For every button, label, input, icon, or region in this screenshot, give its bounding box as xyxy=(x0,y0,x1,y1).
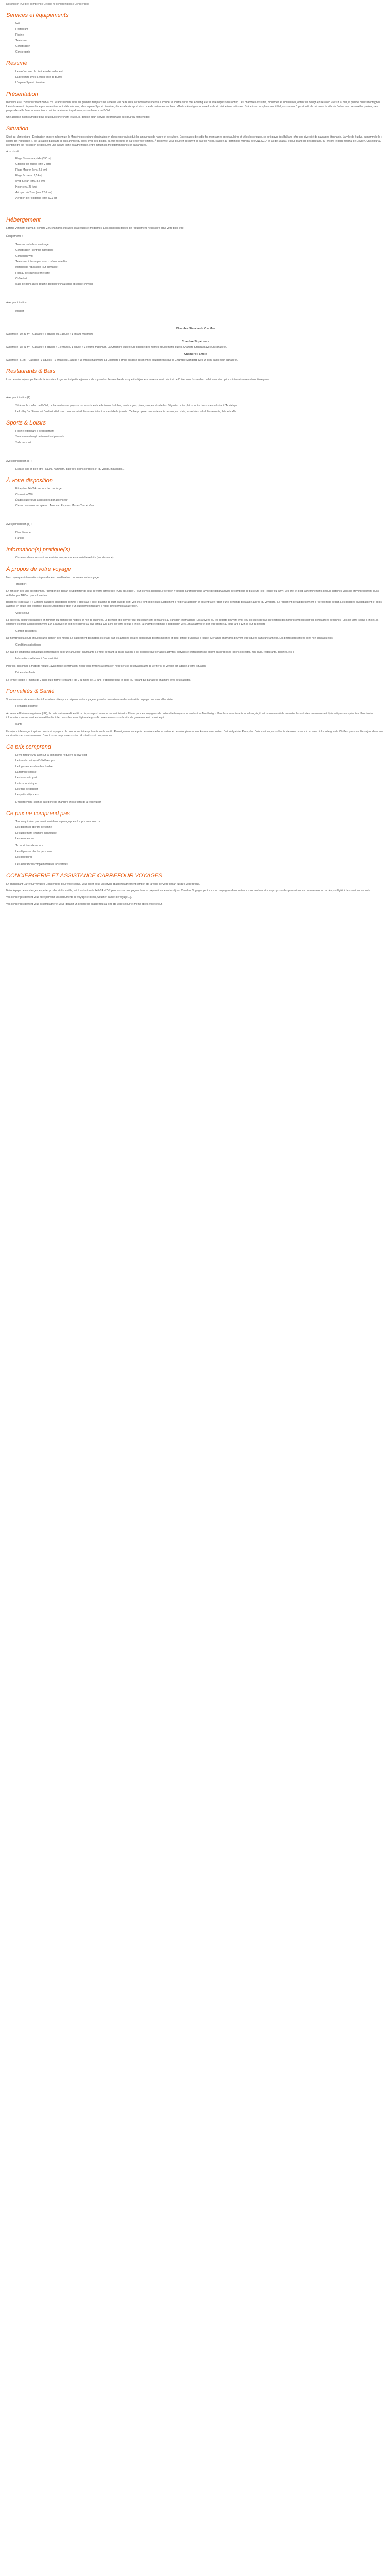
sejour-label: • Votre séjour xyxy=(15,611,385,615)
avec-participation-lead: Avec participation (€) : xyxy=(6,460,32,463)
list-item: • Le transfert aéroport/hôtel/aéroport xyxy=(15,759,385,763)
list-item: • Étages supérieurs accessibles par ascenseur xyxy=(15,498,385,502)
list-item: • Piscine extérieure à débordement xyxy=(15,429,385,433)
list-item: • Sveti Stefan (env. 8,4 km) xyxy=(15,179,385,183)
list-item: • Connexion Wifi xyxy=(15,254,385,258)
hebergement-title: Hébergement xyxy=(6,217,41,223)
conciergerie-paragraph: Vos concierges devront vous faire parvenir vos documents de voyage (e-billets, voucher, carnet de voyage...). xyxy=(6,896,132,899)
conditions-text: En cas de conditions climatiques défavorables ou d'une affluence insuffisante à l'hôtel pendant la basse saison, il est possible que certaines activités, services et installations ne soient pas proposés (sports collectifs, mini-club, restaurants, piscines, etc.). xyxy=(6,651,295,654)
conditions-label: • Conditions spécifiques xyxy=(15,643,385,647)
avec-participation-lead: Avec participation : xyxy=(6,301,28,304)
formalites-label: • Formalités d'entrée xyxy=(15,704,385,708)
list-item: • Coffre-fort xyxy=(15,277,385,281)
list-item: • Conciergerie xyxy=(15,50,385,54)
list-item: • Aéroport de Podgorica (env. 62,3 km) xyxy=(15,196,385,200)
list-item: • Les dépenses d'ordre personnel xyxy=(15,825,385,829)
confort-text: De nombreux facteurs influent sur le confort des hôtels. Le classement des hôtels est établi par les autorités locales selon leurs propres normes et peut différer d'un pays à l'autre. Certaines chambres peuvent être situées dans une annexe. Les photos présentées sont non contractuelles. xyxy=(6,637,334,640)
list-item: • L'espace Spa et bien-être xyxy=(15,81,385,85)
hebergement-intro: L'Hôtel Vertmont Budva 5* compte 226 chambres et suites spacieuses et modernes. Elles disposent toutes de l'équipement nécessaire pour votre bien-être. xyxy=(6,227,184,230)
list-item: • Les assurances xyxy=(15,837,385,841)
list-item: • Connexion Wifi xyxy=(15,493,385,497)
bagages-text: Bagages « spéciaux » : Certains bagages considérés comme « spéciaux » (ex : planche de surf, club de golf, vélo etc.) font l'objet d'un supplément à régler à l'aéroport et doivent faire l'objet d'une demande préalable auprès du voyagiste. Le règlement se fait directement à l'aéroport de départ. Les bagages qui dépassent le poids autorisé en soute (par exemple, plus de 23kg) font l'objet d'un supplément tarifaire à régler directement à l'aéroport. xyxy=(6,601,382,608)
conciergerie-title: CONCIERGERIE ET ASSISTANCE CARREFOUR VOYAGES xyxy=(6,873,162,879)
list-item: • Situé sur le rooftop de l'hôtel, ce bar-restaurant propose un assortiment de boissons fraîches, hamburgers, pâtes, soupes et salades. Dégustez votre plat ou votre boisson en admirant l'Adriatique. xyxy=(15,404,385,408)
list-item: • Télévision à écran plat avec chaînes satellite xyxy=(15,260,385,264)
list-item: • Restaurant xyxy=(15,27,385,31)
list-item: • Parking xyxy=(15,536,385,540)
disposition-avec-list xyxy=(6,531,385,540)
situation-list xyxy=(6,157,385,200)
services-list xyxy=(6,22,385,54)
room-desc: Superficie : 51 m² - Capacité : 3 adultes + 1 enfant ou 1 adulte + 3 enfants maximum. La Chambre Famille dispose des mêmes équipements que la Chambre Standard avec un coin salon et un canapé-lit. xyxy=(6,359,238,362)
restaurants-list xyxy=(6,404,385,414)
restaurants-intro: Lors de votre séjour, profitez de la formule « Logement et petit-déjeuner » Vous prendrez l'ensemble de vos petits-déjeuners au restaurant principal de l'hôtel sous forme d'un buffet avec des options internationales et monténégrines. xyxy=(6,378,270,381)
list-item: • Climatisation xyxy=(15,44,385,48)
list-item: • Salle de bains avec douche, peignoirs/chaussons et sèche-cheveux xyxy=(15,282,385,286)
list-item: • Plage Slovenska plaža (350 m) xyxy=(15,157,385,161)
sports-list xyxy=(6,429,385,445)
list-item: • Cartes bancaires acceptées : American Express, MasterCard et Visa xyxy=(15,504,385,508)
apropos-list xyxy=(6,657,385,661)
equipements-list xyxy=(6,243,385,286)
prix-ne-comprend-last-list xyxy=(6,862,385,867)
sports-avec-list xyxy=(6,467,385,471)
room-name: Chambre Supérieure xyxy=(181,340,210,343)
list-item: • Les assurances complémentaires facultatives xyxy=(15,862,385,867)
prix-comprend-note-list xyxy=(6,800,385,804)
list-item: • Citadelle de Budva (env. 2 km) xyxy=(15,162,385,166)
list-item: • Le logement en chambre double xyxy=(15,765,385,769)
list-item: • Le Lobby Bar Sirene est l'endroit idéal pour boire un rafraîchissement à tout moment de la journée. Ce bar propose une vaste carte de vins, cocktails, smoothies, rafraîchissements, thés et cafés. xyxy=(15,410,385,414)
avec-participation-list xyxy=(6,309,385,313)
apropos-list xyxy=(6,611,385,615)
formalites-text: Vous trouverez ci-dessous les informations utiles pour préparer votre voyage et prendre connaissance des actualités du pays que vous allez visiter. xyxy=(6,698,174,701)
formalites-title: Formalités & Santé xyxy=(6,688,55,694)
list-item: • Les petits déjeuners xyxy=(15,793,385,797)
conciergerie-paragraph: En choisissant Carrefour Voyages Conciergerie pour votre séjour, vous optez pour un service d'accompagnement complet de la veille de votre départ jusqu'à votre retour. xyxy=(6,883,200,886)
formalites-entree-text: Au sein de l'Union européenne (UE), la carte nationale d'identité ou le passeport en cours de validité est suffisant pour les voyageurs de nationalité française se rendant au Monténégro. Pour les ressortissants non français, il est recommandé de consulter les autorités consulaires et diplomatiques compétentes. Pour toutes informations concernant les formalités d'entrée, consultez www.diplomatie.gouv.fr ou rendez-vous sur le site du gouvernement monténégrin. xyxy=(6,712,373,719)
sante-text: Un séjour à l'étranger implique pour tout voyageur de prendre certaines précautions de santé. Renseignez-vous auprès de votre médecin traitant et de votre pharmacien. Aucune vaccination n'est obligatoire. Pour plus d'informations, consultez le site www.pasteur.fr ou www.diplomatie.gouv.fr. Vérifiez que vous êtes à jour dans vos vaccinations et munissez-vous d'une trousse de premiers soins. Nos tarifs sont par personne. xyxy=(6,730,383,737)
disposition-list xyxy=(6,487,385,508)
list-item: • Le vol retour et/ou aller sur la compagnie régulière ou low-cost xyxy=(15,753,385,757)
list-item: • Les dépenses d'ordre personnel xyxy=(15,850,385,854)
confort-label: • Confort des hôtels xyxy=(15,629,385,633)
prix-ne-comprend-sub-list xyxy=(6,844,385,859)
apropos-list xyxy=(6,722,385,726)
sante-label: • Santé xyxy=(15,722,385,726)
transport-label: • Transport xyxy=(15,582,385,586)
apropos-list xyxy=(6,629,385,633)
list-item: • Matériel de repassage (sur demande) xyxy=(15,265,385,269)
list-item: • Le supplément chambre individuelle xyxy=(15,831,385,835)
disposition-title: À votre disposition xyxy=(6,478,53,484)
list-item: • Les taxes aéroport xyxy=(15,776,385,780)
situation-title: Situation xyxy=(6,126,28,132)
list-item: • Plage Jaz (env. 6,5 km) xyxy=(15,174,385,178)
transport-text: En fonction des vols sélectionnés, l'aéroport de départ peut différer de celui de votre arrivée (ex : Orly et Roissy). Pour les vols spéciaux, l'aéroport n'est pas garanti lorsque la ville de départ/arrivée se compose de plusieurs (ex : Roissy ou Orly). Les pré- et post- acheminements depuis certaines villes de province peuvent aussi réfléchir par TGV ou par vol intérieur. xyxy=(6,590,380,597)
list-item: • Aéroport de Tivat (env. 22,6 km) xyxy=(15,191,385,195)
list-item: • Réception 24h/24 - service de concierge xyxy=(15,487,385,491)
presentation-paragraph: Une adresse incontournable pour ceux qui recherchent le luxe, la détente et un service irréprochable au cœur du Monténégro. xyxy=(6,116,151,119)
list-item: • Plateau de courtoisie thé/café xyxy=(15,271,385,275)
list-item: • Terrasse ou balcon aménagé xyxy=(15,243,385,247)
room-desc: Superficie : 30-33 m² - Capacité : 2 adultes ou 1 adulte + 1 enfant maximum xyxy=(6,333,93,336)
list-item: • Les pourboires xyxy=(15,855,385,859)
conciergerie-paragraph: Notre équipe de concierges, experte, proche et disponible, est à votre écoute 24h/24 et 7j/7 pour vous accompagner dans la préparation de votre séjour. Carrefour Voyages peut vous accompagner dans toutes vos recherches et vous proposer des prestations sur mesure avec un accès privilégié à des services exclusifs. xyxy=(6,889,371,892)
presentation-paragraph: Bienvenue au l'Hotel Vertmont Budva 5*! L'établissement situé au pied des remparts de la vieille ville de Budva, cet hôtel offre une vue à couper le souffle sur la mer Adriatique et la ville depuis son rooftop. Les chambres et suites, modernes et lumineuses, offrent un design épuré avec vue sur la mer, la piscine ou les montagnes. L'établissement dispose d'une piscine extérieure à débordement, d'un espace Spa et bien-être, d'une salle de sport, ainsi que de restaurants et bars raffinés mêlant gastronomie locale et cuisine internationale. Grâce à son emplacement idéal, vous aurez l'opportunité de découvrir la ville de Budva avec ses ruelles pavées, ses plages de sable fin et son ambiance méditerranéenne, à quelques pas seulement de l'hôtel. xyxy=(6,101,381,112)
apropos-list xyxy=(6,643,385,647)
list-item: • Plage Mogren (env. 2,5 km) xyxy=(15,168,385,172)
presentation-title: Présentation xyxy=(6,91,38,97)
prix-comprend-list xyxy=(6,753,385,797)
list-item: • La taxe touristique xyxy=(15,782,385,786)
list-item: • Espace Spa et bien-être : sauna, hammam, bain turc, soins corporels et du visage, massages... xyxy=(15,467,385,471)
resume-list xyxy=(6,70,385,85)
list-item: • Certaines chambres sont accessibles aux personnes à mobilité réduite (sur demande). xyxy=(15,556,385,560)
accessibilite-text: Pour les personnes à mobilité réduite, avant toute confirmation, nous vous invitons à contacter notre service réservation afin de vérifier si le voyage est adapté à votre situation. xyxy=(6,665,207,668)
accessibilite-label: • Informations relatives à l'accessibilité xyxy=(15,657,385,661)
infos-list xyxy=(6,556,385,560)
avec-participation-lead: Avec participation (€) : xyxy=(6,523,32,526)
breadcrumb: Description | Ce prix comprend | Ce prix ne comprend pas | Conciergerie xyxy=(6,3,89,6)
list-item: • Kotor (env. 23 km) xyxy=(15,185,385,189)
sports-title: Sports & Loisirs xyxy=(6,420,46,426)
services-title: Services et équipements xyxy=(6,12,69,19)
apropos-list xyxy=(6,704,385,708)
list-item: • La proximité avec la vieille ville de Budva xyxy=(15,75,385,79)
conciergerie-paragraph: Vos concierges devront vous accompagner et vous garantir un service de qualité tout au long de votre séjour et même après votre retour. xyxy=(6,903,163,906)
prix-comprend-title: Ce prix comprend xyxy=(6,744,51,750)
list-item: • Télévision xyxy=(15,39,385,43)
room-desc: Superficie : 38-41 m² - Capacité : 3 adultes + 1 enfant ou 1 adulte + 3 enfants maximum. La Chambre Supérieure dispose des mêmes équipements que la Chambre Standard avec un canapé-lit. xyxy=(6,346,227,349)
bebes-label: • Bébés et enfants xyxy=(15,671,385,675)
situation-lead: À proximité : xyxy=(6,150,21,154)
list-item: • Solarium aménagé de transats et parasols xyxy=(15,435,385,439)
situation-paragraph: Situé au Monténégro ! Destination encore méconnue, le Monténégro est une destination en plein essor qui séduit les amoureux de nature et de culture. Entre plages de sable fin, montagnes spectaculaires et villes historiques, ce petit pays des Balkans offre une diversité de paysages étonnante. La ville de Budva, surnommée la « Miami de l'Adriatique », est la station balnéaire la plus animée du pays, avec ses plages, sa vie nocturne et sa vieille ville fortifiée. À proximité, vous pourrez découvrir la baie de Kotor, classée au patrimoine mondial de l'UNESCO, le lac de Skadar, le plus grand lac des Balkans, ou encore le parc national de Lovćen. Un séjour au Monténégro est l'occasion de découvrir une culture riche et authentique, entre influences méditerranéennes et balkaniques. xyxy=(6,135,382,147)
list-item: • Blanchisserie xyxy=(15,531,385,535)
list-item: • Les frais de dossier xyxy=(15,787,385,791)
list-item: • L'hébergement selon la catégorie de chambre choisie lors de la réservation xyxy=(15,800,385,804)
bebes-text: Le terme « bébé » (moins de 2 ans) ou le terme « enfant » (de 2 à moins de 12 ans) s'applique pour le bébé ou l'enfant qui partage la chambre avec deux adultes. xyxy=(6,679,191,682)
apropos-title: À propos de votre voyage xyxy=(6,566,71,572)
list-item: • Climatisation (contrôle individuel) xyxy=(15,248,385,252)
infos-title: Information(s) pratique(s) xyxy=(6,547,70,553)
resume-title: Résumé xyxy=(6,60,27,66)
list-item: • Taxes et frais de service xyxy=(15,844,385,848)
list-item: • Tout ce qui n'est pas mentionné dans la paragraphe « Le prix comprend » xyxy=(15,820,385,824)
apropos-list xyxy=(6,671,385,675)
avec-participation-lead: Avec participation (€) : xyxy=(6,396,32,399)
page xyxy=(0,0,391,915)
list-item: • La formule choisie xyxy=(15,770,385,774)
prix-ne-comprend-title: Ce prix ne comprend pas xyxy=(6,810,70,817)
apropos-list xyxy=(6,582,385,586)
list-item: • Le rooftop avec la piscine à débordement xyxy=(15,70,385,74)
list-item: • Piscine xyxy=(15,33,385,37)
room-name: Chambre Standard / Vue Mer xyxy=(176,327,215,330)
equipements-lead: Équipements : xyxy=(6,235,23,238)
list-item: • Minibar xyxy=(15,309,385,313)
apropos-intro: Merci quelques informations à prendre en considération concernant votre voyage. xyxy=(6,576,100,579)
list-item: • Salle de sport xyxy=(15,440,385,445)
list-item: • Wifi xyxy=(15,22,385,26)
prix-ne-comprend-list xyxy=(6,820,385,841)
sejour-text: La durée du séjour est calculée en fonction du nombre de nuitées et non de journées. Le premier et le dernier jour du séjour sont consacrés au transport international. Les arrivées ou les départs peuvent avoir lieu en cours de nuit en fonction des horaires imposés par les compagnies aériennes. Lors de votre séjour à l'hôtel, la chambre est mise à disposition vers 15h à l'arrivée et doit être libérée au plus tard à 12h. Lors de votre séjour à l'hôtel, la chambre est mise à disposition vers 15h à l'arrivée et doit être libérée au plus tard à 12h le jour du départ. xyxy=(6,619,379,626)
room-name: Chambre Famille xyxy=(184,353,207,356)
restaurants-title: Restaurants & Bars xyxy=(6,368,56,375)
